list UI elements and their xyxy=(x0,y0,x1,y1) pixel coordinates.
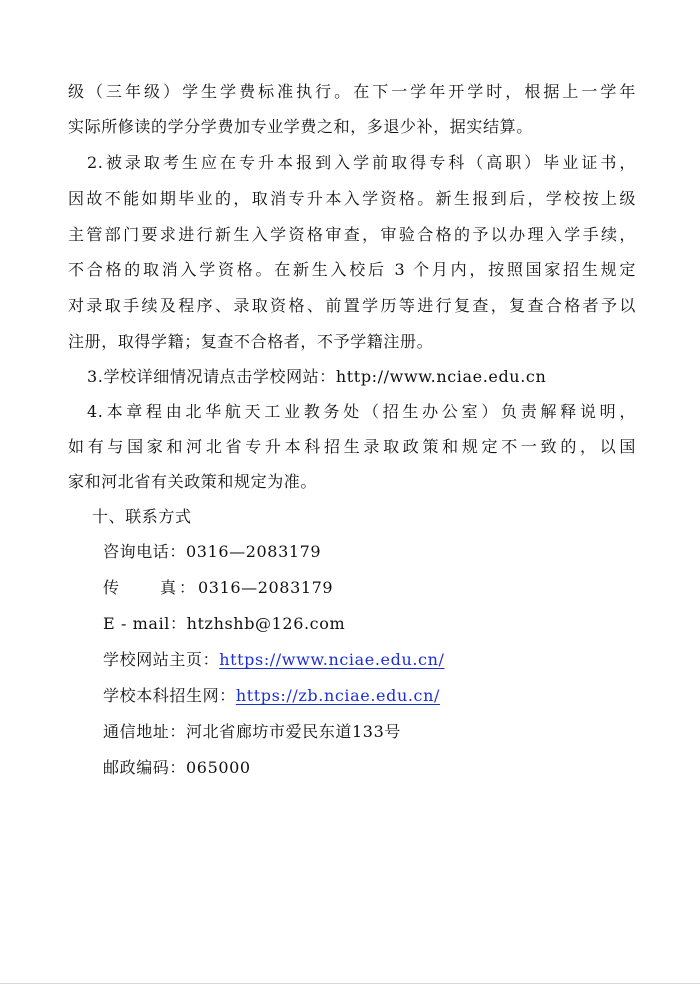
paragraph-line-5: 主管部门要求进行新生入学资格审查，审验合格的予以办理入学手续， xyxy=(68,225,636,244)
paragraph-line-7: 对录取手续及程序、录取资格、前置学历等进行复查，复查合格者予以 xyxy=(68,296,636,315)
website-link[interactable]: https://www.nciae.edu.cn/ xyxy=(219,650,445,669)
contact-address-row xyxy=(103,721,401,743)
contact-phone-label: 咨询电话： xyxy=(103,542,187,561)
contact-email-label: E - mail： xyxy=(103,614,187,633)
paragraph-line-9: 3.学校详细情况请点击学校网站：http://www.nciae.edu.cn xyxy=(87,367,547,386)
contact-admission-label: 学校本科招生网： xyxy=(103,686,236,705)
contact-email-row xyxy=(103,613,345,635)
paragraph-line-4: 因故不能如期毕业的，取消专升本入学资格。新生报到后，学校按上级 xyxy=(68,189,636,208)
contact-email-value: htzhshb@126.com xyxy=(186,614,346,633)
contact-phone-value: 0316—2083179 xyxy=(186,542,322,561)
contact-fax-label: 传 真： xyxy=(103,578,199,597)
contact-admission-row xyxy=(103,685,440,707)
contact-postcode-value: 065000 xyxy=(186,758,251,777)
contact-postcode-row xyxy=(103,757,251,779)
contact-fax-row xyxy=(103,577,333,599)
admission-site-link[interactable]: https://zb.nciae.edu.cn/ xyxy=(235,686,440,705)
section-title: 十、联系方式 xyxy=(92,507,192,526)
contact-fax-value: 0316—2083179 xyxy=(198,578,334,597)
contact-address-value: 河北省廊坊市爱民东道133号 xyxy=(186,722,401,741)
paragraph-line-1: 级（三年级）学生学费标准执行。在下一学年开学时，根据上一学年 xyxy=(68,82,636,101)
paragraph-line-12: 家和河北省有关政策和规定为准。 xyxy=(68,472,318,491)
paragraph-line-3: 2.被录取考生应在专升本报到入学前取得专科（高职）毕业证书， xyxy=(87,153,636,172)
paragraph-line-11: 如有与国家和河北省专升本科招生录取政策和规定不一致的，以国 xyxy=(68,437,636,456)
contact-website-label: 学校网站主页： xyxy=(103,650,220,669)
paragraph-line-2: 实际所修读的学分学费加专业学费之和，多退少补，据实结算。 xyxy=(68,117,533,136)
paragraph-line-10: 4.本章程由北华航天工业教务处（招生办公室）负责解释说明， xyxy=(87,402,636,421)
contact-address-label: 通信地址： xyxy=(103,722,187,741)
contact-website-row xyxy=(103,649,445,671)
contact-phone-row xyxy=(103,541,321,563)
contact-postcode-label: 邮政编码： xyxy=(103,758,187,777)
paragraph-line-6: 不合格的取消入学资格。在新生入校后 3 个月内，按照国家招生规定 xyxy=(68,260,636,279)
paragraph-line-8: 注册，取得学籍；复查不合格者，不予学籍注册。 xyxy=(68,332,434,351)
page-bottom-divider xyxy=(0,983,700,984)
